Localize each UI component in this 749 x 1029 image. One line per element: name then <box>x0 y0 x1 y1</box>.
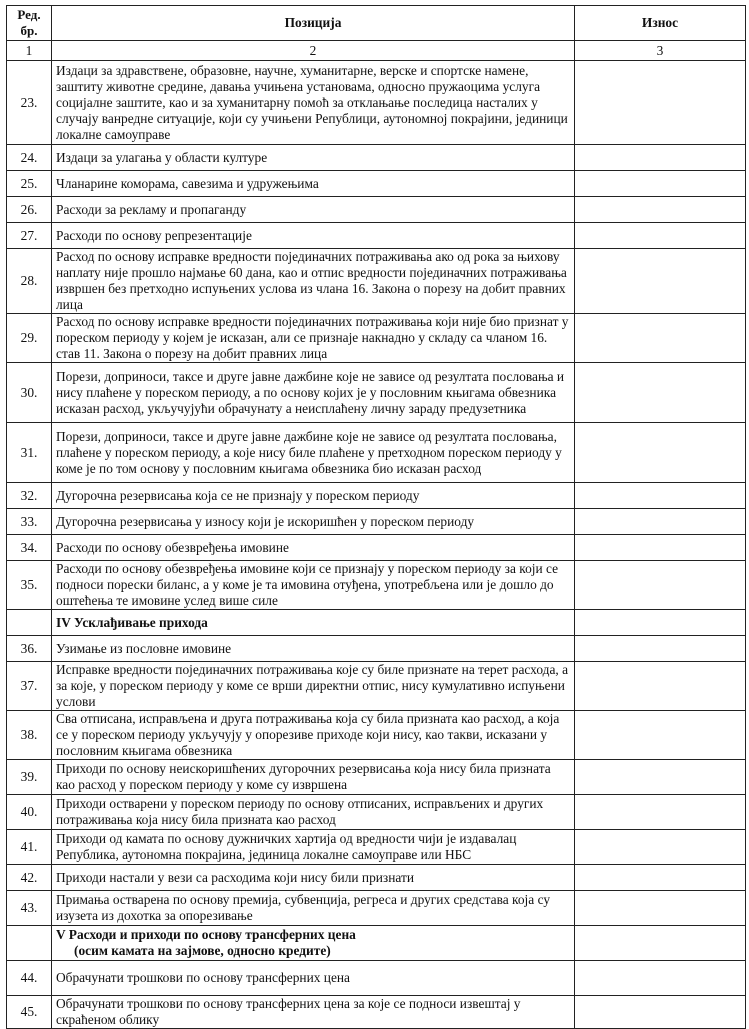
row-number: 41. <box>7 830 52 865</box>
header-row <box>7 6 746 41</box>
table-row <box>7 197 746 223</box>
amount-cell[interactable] <box>575 926 746 961</box>
row-number: 23. <box>7 61 52 145</box>
position-line: Издаци за здравствене, образовне, научне, хуманитарне, верске и спортске намене, заштиту животне средине, давања учињена установама, односно пружаоцима услуга социјалне заштите, као и за хуманитарну помоћ за отклањање последица насталих у случају ванредне ситуације, који су учињени Републици, аутономној покрајини, јединици локалне самоуправе <box>56 62 568 142</box>
row-number: 33. <box>7 509 52 535</box>
amount-cell[interactable] <box>575 249 746 314</box>
position-line: Приходи по основу неискоришћених дугорочних резервисања која нису била призната као расход у пореском периоду у коме су извршена <box>56 761 551 792</box>
position-text <box>52 711 575 760</box>
row-number: 45. <box>7 996 52 1029</box>
tax-balance-table <box>6 5 746 1029</box>
column-index-number: 1 <box>7 41 52 61</box>
amount-cell[interactable] <box>575 171 746 197</box>
position-line: Дугорочна резервисања у износу који је искоришћен у пореском периоду <box>56 513 475 529</box>
row-number <box>7 610 52 636</box>
position-line: Сва отписана, исправљена и друга потраживања која су била призната као расход, а која се у пореском периоду укључују у опорезиве приходе који нису, као такви, исказани у пословним књигама обвезника <box>56 711 560 758</box>
table-row <box>7 795 746 830</box>
row-number: 25. <box>7 171 52 197</box>
position-line: V Расходи и приходи по основу трансферних цена <box>56 927 356 942</box>
row-number: 35. <box>7 561 52 610</box>
table-row <box>7 636 746 662</box>
position-text <box>52 535 575 561</box>
amount-cell[interactable] <box>575 636 746 662</box>
column-header-amount: Износ <box>575 6 746 41</box>
row-number: 26. <box>7 197 52 223</box>
table-row <box>7 423 746 483</box>
row-number: 34. <box>7 535 52 561</box>
amount-cell[interactable] <box>575 760 746 795</box>
row-number: 43. <box>7 891 52 926</box>
position-line: Порези, доприноси, таксе и друге јавне дажбине које не зависе од резултата пословања, плаћене у пореском периоду, а које нису биле плаћене у претходном пореском периоду у коме је по том основу у пословним књигама обвезника био исказан расход <box>56 428 562 476</box>
table-row <box>7 171 746 197</box>
amount-cell[interactable] <box>575 423 746 483</box>
amount-cell[interactable] <box>575 891 746 926</box>
row-number: 30. <box>7 363 52 423</box>
position-line: IV Усклађивање прихода <box>56 614 208 630</box>
row-number: 40. <box>7 795 52 830</box>
position-line: Приходи од камата по основу дужничких хартија од вредности чији је издавалац Република, аутономна покрајина, јединица локалне самоуправе или НБС <box>56 831 517 862</box>
table-row <box>7 249 746 314</box>
position-line: Приходи остварени у пореском периоду по основу отписаних, исправљених и других потраживања која нису била призната као расход <box>56 796 544 827</box>
table-row <box>7 865 746 891</box>
section-row <box>7 610 746 636</box>
position-text <box>52 662 575 711</box>
column-index-amount: 3 <box>575 41 746 61</box>
position-line: Расход по основу исправке вредности појединачних потраживања који није био признат у пореском периоду у којем је исказан, али се признаје накнадно у складу са чланом 16. став 11. Закона о порезу на добит правних лица <box>56 314 569 361</box>
table-row <box>7 509 746 535</box>
row-number <box>7 926 52 961</box>
position-text <box>52 145 575 171</box>
table-row <box>7 314 746 363</box>
position-text <box>52 961 575 996</box>
position-text <box>52 795 575 830</box>
position-text <box>52 561 575 610</box>
amount-cell[interactable] <box>575 197 746 223</box>
column-index-position: 2 <box>52 41 575 61</box>
position-text <box>52 865 575 891</box>
table-row <box>7 483 746 509</box>
row-number: 38. <box>7 711 52 760</box>
position-line: Обрачунати трошкови по основу трансферних цена <box>56 970 351 985</box>
table-row <box>7 223 746 249</box>
table-row <box>7 662 746 711</box>
position-line: Порези, доприноси, таксе и друге јавне дажбине које не зависе од резултата пословања и нису плаћене у пореском периоду, а по основу којих је у пословним књигама обвезника исказан расход, укључујући обрачунату а неисплаћену личну зараду предузетника <box>56 368 565 416</box>
position-line: Примања остварена по основу премија, субвенција, регреса и других средстава која су изузета из дохотка за опорезивање <box>56 892 551 923</box>
amount-cell[interactable] <box>575 61 746 145</box>
row-number: 32. <box>7 483 52 509</box>
amount-cell[interactable] <box>575 483 746 509</box>
position-text <box>52 314 575 363</box>
column-header-number: Ред. бр. <box>7 6 52 41</box>
position-line: Расходи по основу обезвређења имовине <box>56 539 289 555</box>
position-line: Издаци за улагања у области културе <box>56 149 268 165</box>
amount-cell[interactable] <box>575 363 746 423</box>
position-line: Узимање из пословне имовине <box>56 640 232 656</box>
amount-cell[interactable] <box>575 865 746 891</box>
row-number: 42. <box>7 865 52 891</box>
position-line: Дугорочна резервисања која се не признају у пореском периоду <box>56 487 420 503</box>
position-line: Расходи по основу обезвређења имовине који се признају у пореском периоду за који се подноси порески биланс, а у коме је та имовина отуђена, употребљена или је дошло до оштећења те имовине услед више силе <box>56 561 559 608</box>
position-text <box>52 483 575 509</box>
amount-cell[interactable] <box>575 145 746 171</box>
amount-cell[interactable] <box>575 795 746 830</box>
position-line: Расходи по основу репрезентације <box>56 227 252 243</box>
amount-cell[interactable] <box>575 961 746 996</box>
column-index-row <box>7 41 746 61</box>
row-number: 28. <box>7 249 52 314</box>
position-text <box>52 363 575 423</box>
position-text <box>52 171 575 197</box>
position-text <box>52 509 575 535</box>
column-header-position: Позиција <box>52 6 575 41</box>
amount-cell[interactable] <box>575 610 746 636</box>
table-row <box>7 891 746 926</box>
row-number: 39. <box>7 760 52 795</box>
table-row <box>7 145 746 171</box>
position-text <box>52 760 575 795</box>
position-text <box>52 423 575 483</box>
table-row <box>7 535 746 561</box>
position-text <box>52 197 575 223</box>
position-line: Чланарине коморама, савезима и удружењима <box>56 175 319 191</box>
row-number: 27. <box>7 223 52 249</box>
table-row <box>7 711 746 760</box>
row-number: 36. <box>7 636 52 662</box>
table-row <box>7 830 746 865</box>
amount-cell[interactable] <box>575 535 746 561</box>
position-line: Исправке вредности појединачних потраживања које су биле признате на терет расхода, а за које, у пореском периоду у коме се врши директни отпис, нису кумулативно испуњени услови <box>56 662 569 709</box>
table-row <box>7 61 746 145</box>
section-row <box>7 926 746 961</box>
position-subline: (осим камата на зајмове, односно кредите) <box>74 943 331 958</box>
position-text <box>52 636 575 662</box>
table-row <box>7 760 746 795</box>
position-line: Расход по основу исправке вредности појединачних потраживања ако од рока за њихову наплату није прошло најмање 60 дана, као и отпис вредности појединачних потраживања извршен без претходно испуњених услова из члана 16. Закона о порезу на добит правних лица <box>56 249 567 312</box>
position-text <box>52 223 575 249</box>
position-text <box>52 830 575 865</box>
row-number: 24. <box>7 145 52 171</box>
amount-cell[interactable] <box>575 662 746 711</box>
amount-cell[interactable] <box>575 223 746 249</box>
row-number: 37. <box>7 662 52 711</box>
table-row <box>7 961 746 996</box>
position-text <box>52 249 575 314</box>
position-line: Обрачунати трошкови по основу трансферних цена за које се подноси извештај у скраћеном облику <box>56 996 521 1027</box>
row-number: 31. <box>7 423 52 483</box>
amount-cell[interactable] <box>575 830 746 865</box>
position-text <box>52 891 575 926</box>
amount-cell[interactable] <box>575 711 746 760</box>
table-row <box>7 561 746 610</box>
row-number: 29. <box>7 314 52 363</box>
table-row <box>7 363 746 423</box>
position-text <box>52 61 575 145</box>
amount-cell[interactable] <box>575 509 746 535</box>
amount-cell[interactable] <box>575 314 746 363</box>
section-title <box>52 610 575 636</box>
row-number: 44. <box>7 961 52 996</box>
position-line: Приходи настали у вези са расходима који нису били признати <box>56 869 414 885</box>
position-line: Расходи за рекламу и пропаганду <box>56 201 247 217</box>
section-title <box>52 926 575 961</box>
amount-cell[interactable] <box>575 561 746 610</box>
